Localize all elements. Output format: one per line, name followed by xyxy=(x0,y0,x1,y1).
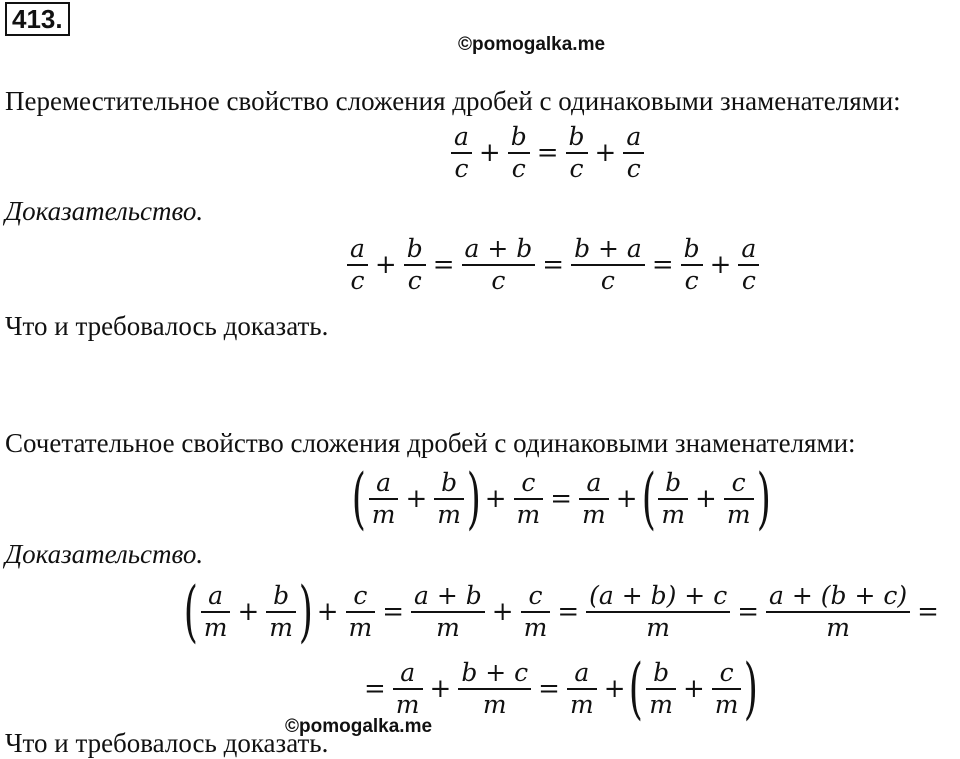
fraction xyxy=(393,658,423,720)
associative-statement: Сочетательное свойство сложения дробей с одинаковыми знаменателями: xyxy=(5,428,856,458)
denominator: c xyxy=(491,266,506,295)
numerator: b xyxy=(683,234,700,263)
denominator: m xyxy=(436,613,460,642)
commutative-proof xyxy=(344,234,762,296)
denominator: m xyxy=(269,613,293,642)
numerator: a xyxy=(574,658,590,687)
numerator: a xyxy=(454,122,469,151)
associative-proof-line-2 xyxy=(360,650,759,727)
fraction xyxy=(724,468,754,530)
conclusion: Что и требовалось доказать. xyxy=(5,728,329,758)
denominator: m xyxy=(203,613,228,642)
associative-proof-line-1 xyxy=(183,573,943,650)
equals-sign: = xyxy=(536,138,559,168)
equals-sign: = xyxy=(737,597,760,627)
fraction xyxy=(623,122,644,184)
denominator: m xyxy=(371,500,396,529)
fraction xyxy=(514,468,544,530)
fraction xyxy=(451,122,472,184)
numerator: c xyxy=(719,658,734,687)
fraction xyxy=(567,658,597,720)
plus-sign: + xyxy=(478,138,501,168)
equals-sign: = xyxy=(382,597,405,627)
denominator: m xyxy=(348,613,373,642)
fraction xyxy=(586,581,730,643)
numerator: b + a xyxy=(574,234,642,263)
left-paren: ( xyxy=(351,460,366,537)
fraction xyxy=(658,468,688,530)
right-paren: ) xyxy=(744,650,759,727)
numerator: a xyxy=(400,658,416,687)
equals-sign: = xyxy=(557,597,580,627)
numerator: b xyxy=(406,234,423,263)
plus-sign: + xyxy=(682,674,705,704)
denominator: m xyxy=(726,500,751,529)
denominator: m xyxy=(582,500,606,529)
fraction xyxy=(266,581,296,643)
fraction xyxy=(681,234,703,296)
numerator: c xyxy=(353,581,368,610)
numerator: a + (b + c) xyxy=(769,581,908,610)
plus-sign: + xyxy=(615,484,638,514)
left-paren: ( xyxy=(183,573,198,650)
problem-number: 413. xyxy=(5,2,70,36)
numerator: b xyxy=(653,658,670,687)
numerator: b + c xyxy=(461,658,529,687)
denominator: c xyxy=(741,266,756,295)
plus-sign: + xyxy=(316,597,339,627)
plus-sign: + xyxy=(429,674,452,704)
denominator: c xyxy=(569,154,584,183)
denominator: m xyxy=(437,500,461,529)
fraction xyxy=(201,581,231,643)
denominator: c xyxy=(350,266,365,295)
numerator: b xyxy=(568,122,585,151)
denominator: m xyxy=(482,690,507,719)
conclusion: Что и требовалось доказать. xyxy=(5,311,329,341)
equals-sign: = xyxy=(542,250,565,280)
equals-sign: = xyxy=(364,674,386,704)
left-paren: ( xyxy=(629,650,644,727)
numerator: a xyxy=(626,122,642,151)
denominator: m xyxy=(714,690,739,719)
proof-label: Доказательство. xyxy=(5,196,204,226)
fraction xyxy=(434,468,464,530)
plus-sign: + xyxy=(594,138,617,168)
numerator: b xyxy=(441,468,458,497)
commutative-statement: Переместительное свойство сложения дробей с одинаковыми знаменателями: xyxy=(5,86,901,116)
denominator: m xyxy=(649,690,673,719)
numerator: a xyxy=(208,581,224,610)
numerator: a xyxy=(376,468,392,497)
fraction xyxy=(508,122,530,184)
fraction xyxy=(566,122,588,184)
fraction xyxy=(712,658,742,720)
denominator: m xyxy=(569,690,594,719)
denominator: m xyxy=(516,500,541,529)
proof-label: Доказательство. xyxy=(5,539,204,569)
fraction xyxy=(411,581,485,643)
plus-sign: + xyxy=(603,674,626,704)
plus-sign: + xyxy=(405,484,428,514)
denominator: m xyxy=(523,613,548,642)
fraction xyxy=(404,234,426,296)
fraction xyxy=(766,581,910,643)
equals-sign: = xyxy=(550,484,573,514)
denominator: c xyxy=(684,266,699,295)
denominator: c xyxy=(600,266,615,295)
numerator: c xyxy=(731,468,746,497)
denominator: m xyxy=(395,690,420,719)
equals-sign: = xyxy=(432,250,455,280)
denominator: m xyxy=(646,613,671,642)
commutative-formula xyxy=(448,122,647,184)
numerator: b xyxy=(510,122,527,151)
numerator: a xyxy=(586,468,602,497)
equals-sign: = xyxy=(651,250,674,280)
numerator: a + b xyxy=(414,581,482,610)
numerator: a + b xyxy=(464,234,533,263)
right-paren: ) xyxy=(756,460,771,537)
numerator: c xyxy=(528,581,543,610)
denominator: c xyxy=(454,154,469,183)
denominator: c xyxy=(407,266,422,295)
fraction xyxy=(462,234,536,296)
plus-sign: + xyxy=(491,597,514,627)
numerator: b xyxy=(665,468,682,497)
fraction xyxy=(458,658,531,720)
fraction xyxy=(579,468,609,530)
denominator: m xyxy=(661,500,686,529)
plus-sign: + xyxy=(484,484,507,514)
plus-sign: + xyxy=(237,597,260,627)
equals-sign: = xyxy=(917,597,939,627)
equals-sign: = xyxy=(538,674,560,704)
denominator: m xyxy=(826,613,850,642)
right-paren: ) xyxy=(298,573,313,650)
numerator: a xyxy=(741,234,757,263)
denominator: c xyxy=(511,154,526,183)
plus-sign: + xyxy=(374,250,397,280)
plus-sign: + xyxy=(709,250,732,280)
numerator: a xyxy=(350,234,365,263)
numerator: (a + b) + c xyxy=(589,581,728,610)
watermark-top: ©pomogalka.me xyxy=(458,34,606,55)
associative-formula xyxy=(351,460,771,537)
watermark-bottom: ©pomogalka.me xyxy=(285,716,433,737)
fraction xyxy=(369,468,399,530)
numerator: c xyxy=(521,468,536,497)
fraction xyxy=(738,234,759,296)
plus-sign: + xyxy=(695,484,717,514)
left-paren: ( xyxy=(641,460,656,537)
fraction xyxy=(347,234,368,296)
numerator: b xyxy=(273,581,290,610)
fraction xyxy=(521,581,551,643)
fraction xyxy=(346,581,376,643)
fraction xyxy=(571,234,645,296)
denominator: c xyxy=(626,154,641,183)
right-paren: ) xyxy=(466,460,481,537)
fraction xyxy=(646,658,676,720)
